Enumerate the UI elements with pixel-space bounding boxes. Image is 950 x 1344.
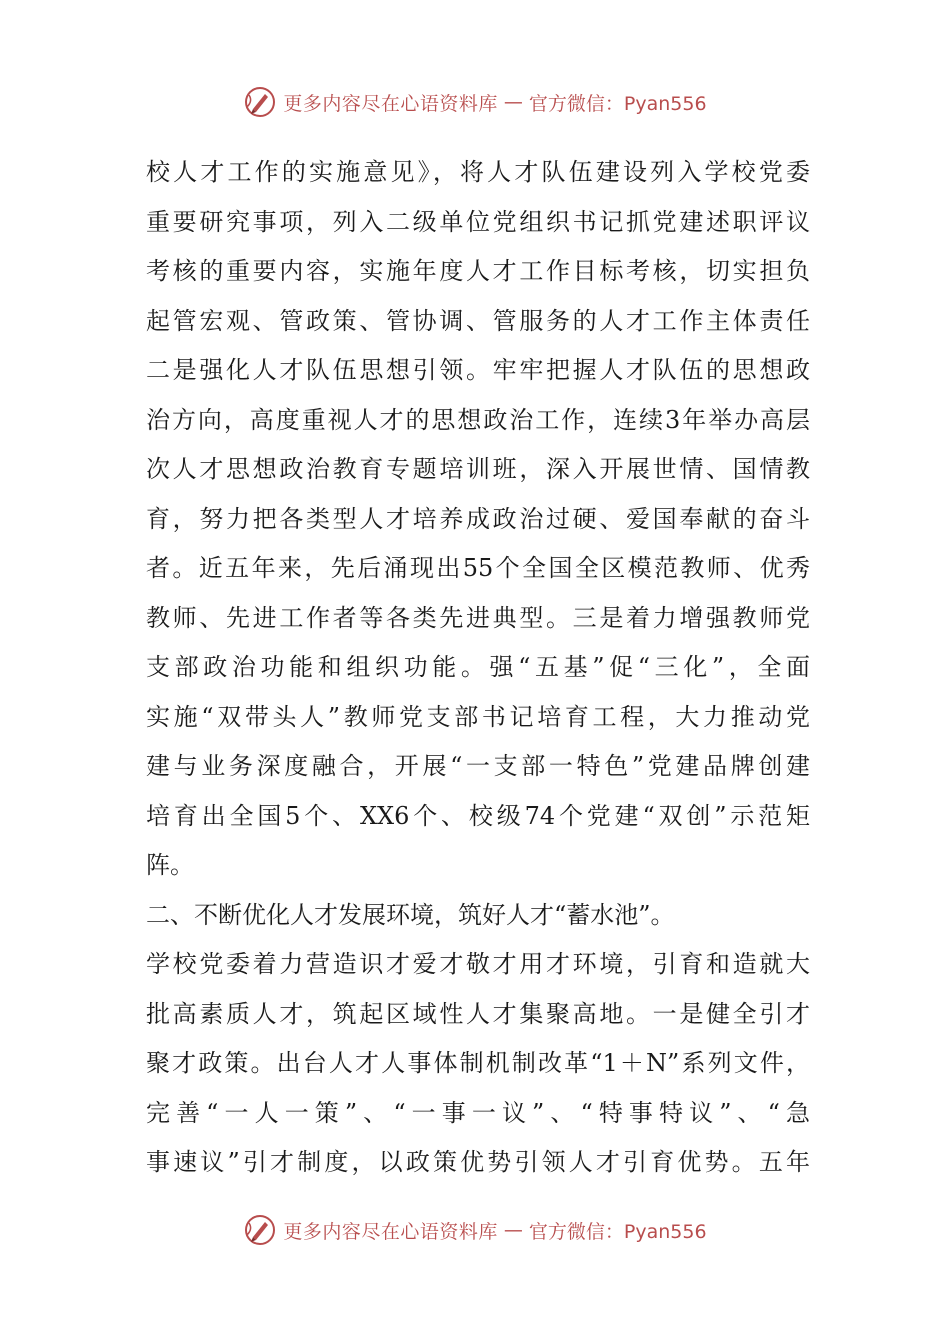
text-line: 者。近五年来，先后涌现出55个全国全区模范教师、优秀 — [146, 554, 810, 582]
text-line: 校人才工作的实施意见》，将人才队伍建设列入学校党委 — [146, 158, 810, 186]
pen-logo-icon — [243, 85, 277, 119]
banner-title: 更多内容尽在心语资料库 — [283, 92, 498, 115]
text-line: 建与业务深度融合，开展“一支部一特色”党建品牌创建 — [146, 752, 810, 780]
text-line: 考核的重要内容，实施年度人才工作目标考核，切实担负 — [146, 257, 810, 285]
text-line: 事速议”引才制度，以政策优势引领人才引育优势。五年 — [146, 1148, 810, 1176]
pen-logo-icon — [243, 1213, 277, 1247]
banner-wechat: 官方微信：Pyan556 — [528, 92, 707, 115]
text-line: 培育出全国5个、XX6个、校级74个党建“双创”示范矩 — [146, 801, 810, 830]
text-line: 阵。 — [146, 851, 194, 879]
text-line: 实施“双带头人”教师党支部书记培育工程，大力推动党 — [146, 702, 810, 731]
footer-banner — [0, 1210, 950, 1250]
text-line: 重要研究事项，列入二级单位党组织书记抓党建述职评议 — [146, 207, 810, 236]
text-line: 育，努力把各类型人才培养成政治过硬、爱国奉献的奋斗 — [146, 504, 810, 533]
banner-separator: — — [503, 91, 523, 113]
banner-wechat: 官方微信：Pyan556 — [528, 1220, 707, 1243]
header-banner — [0, 82, 950, 122]
text-line: 完善“一人一策”、“一事一议”、“特事特议”、“急 — [146, 1098, 810, 1127]
text-line: 教师、先进工作者等各类先进典型。三是着力增强教师党 — [146, 603, 810, 632]
text-line: 聚才政策。出台人才人事体制机制改革“1＋N”系列文件， — [146, 1049, 810, 1077]
document-body — [146, 148, 810, 1188]
banner-title: 更多内容尽在心语资料库 — [283, 1220, 498, 1243]
banner-separator: — — [503, 1219, 523, 1241]
text-line: 二是强化人才队伍思想引领。牢牢把握人才队伍的思想政 — [146, 356, 810, 384]
text-line: 批高素质人才，筑起区域性人才集聚高地。一是健全引才 — [146, 999, 810, 1028]
text-line: 起管宏观、管政策、管协调、管服务的人才工作主体责任 — [146, 306, 810, 335]
text-line: 学校党委着力营造识才爱才敬才用才环境，引育和造就大 — [146, 950, 810, 978]
section-heading: 二、不断优化人才发展环境，筑好人才“蓄水池”。 — [146, 900, 675, 929]
text-line: 支部政治功能和组织功能。强“五基”促“三化”，全面 — [146, 653, 810, 681]
text-line: 治方向，高度重视人才的思想政治工作，连续3年举办高层 — [146, 405, 810, 434]
text-line: 次人才思想政治教育专题培训班，深入开展世情、国情教 — [146, 455, 810, 483]
